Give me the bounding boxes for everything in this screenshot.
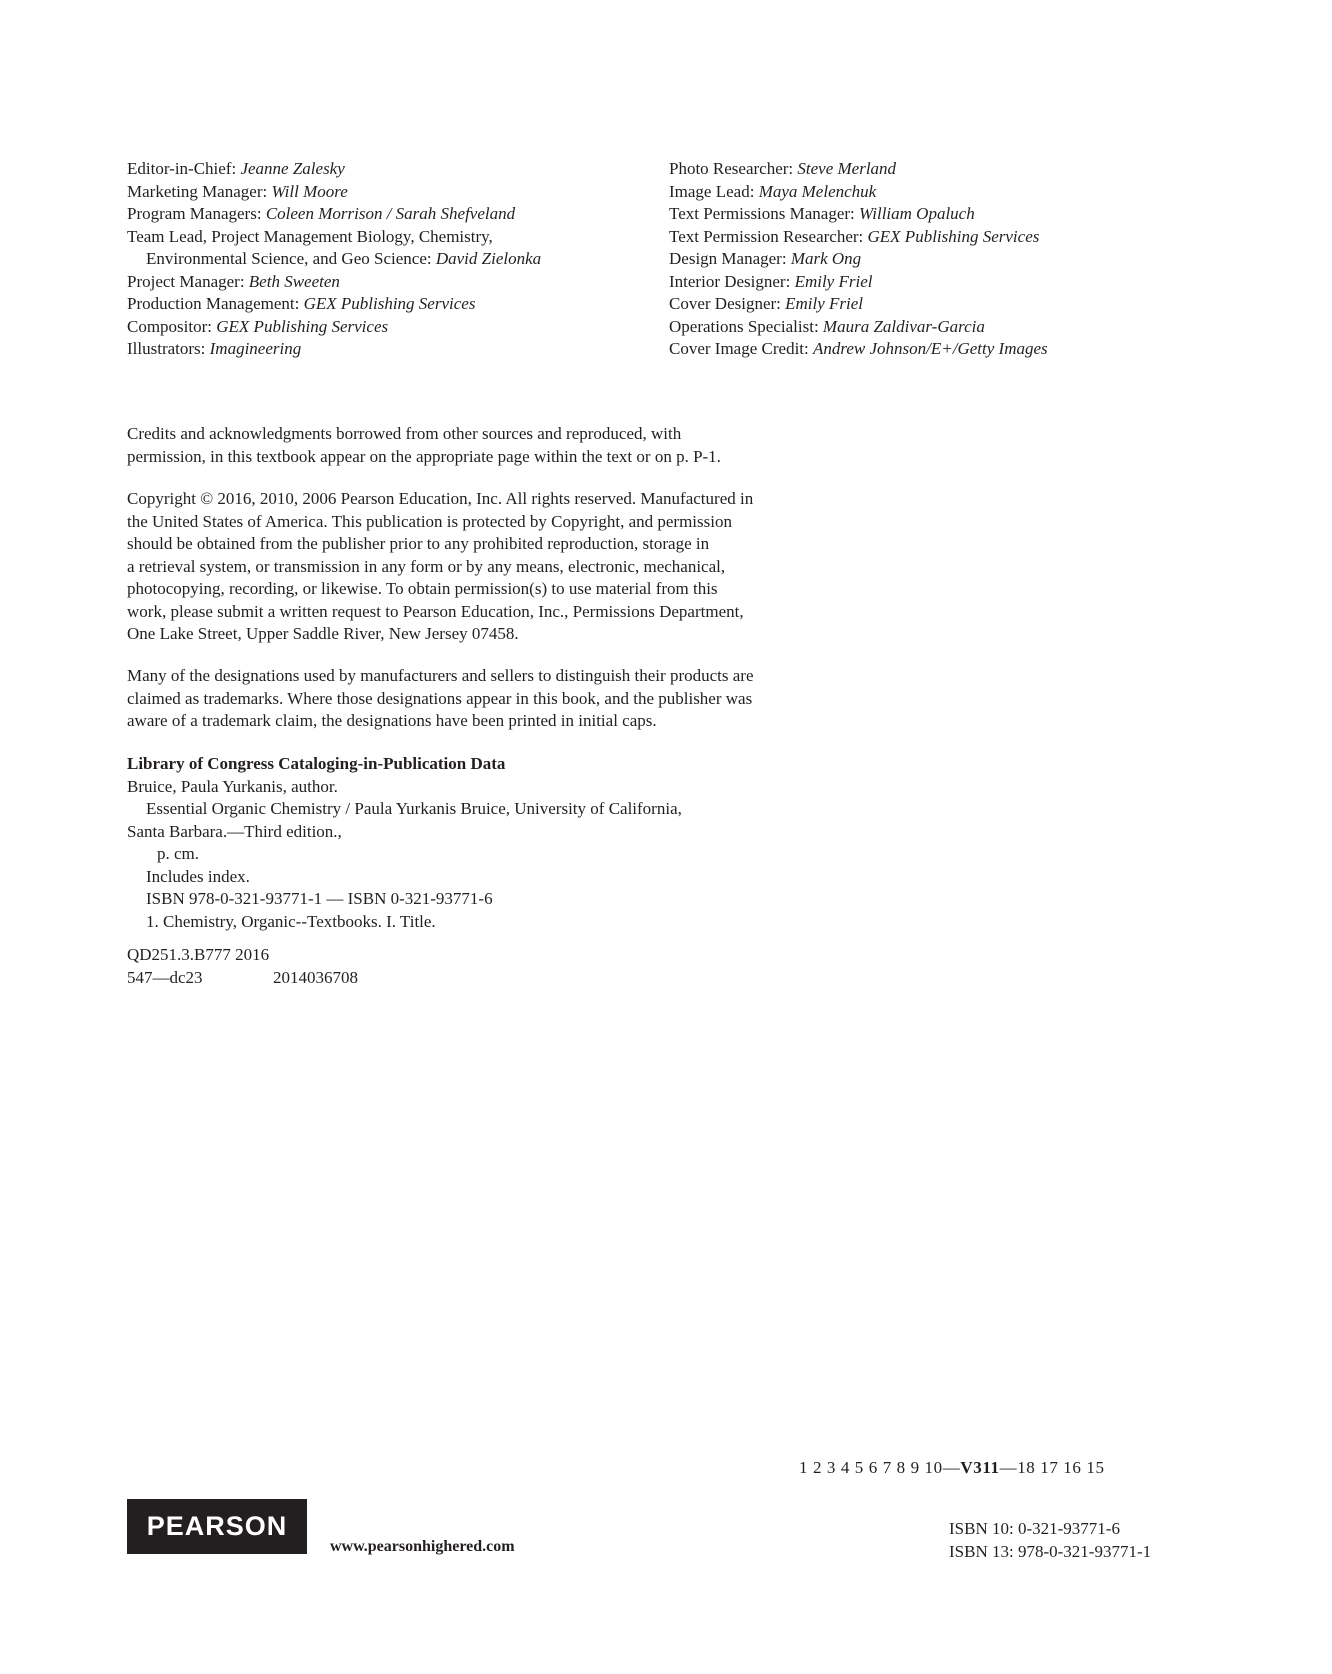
cip-lc-class: QD251.3.B777 2016 [127, 945, 270, 964]
credit-role: Illustrators: [127, 339, 206, 358]
cip-author: Bruice, Paula Yurkanis, author. [127, 776, 338, 796]
print-numbers: 1 2 3 4 5 6 7 8 9 10— [799, 1458, 961, 1477]
cip-title: Essential Organic Chemistry / Paula Yurkanis Bruice, University of California, [146, 799, 682, 818]
cip-title-continued: Santa Barbara.—Third edition., [127, 821, 342, 841]
credit-role: Marketing Manager: [127, 181, 268, 201]
credits-left-column [127, 158, 647, 361]
printing-line [799, 1457, 1105, 1480]
paragraph-line: permission, in this textbook appear on the appropriate page within the text or on p. P-1. [127, 446, 721, 466]
isbn-block [949, 1518, 1151, 1563]
paragraph-line: Many of the designations used by manufacturers and sellers to distinguish their products are [127, 666, 754, 685]
print-code: V311 [960, 1458, 1000, 1477]
paragraph-line: a retrieval system, or transmission in any form or by any means, electronic, mechanical, [127, 556, 726, 576]
credit-role: Program Managers: [127, 204, 262, 223]
credit-role: Team Lead, Project Management Biology, Chemistry, [127, 226, 493, 246]
credit-name: GEX Publishing Services [216, 316, 389, 336]
cip-dewey-line [127, 967, 887, 990]
credit-name: Andrew Johnson/E+/Getty Images [813, 339, 1048, 358]
paragraph-line: Credits and acknowledgments borrowed from other sources and reproduced, with [127, 424, 682, 443]
credit-line [669, 248, 1229, 271]
paragraph-line: Copyright © 2016, 2010, 2006 Pearson Education, Inc. All rights reserved. Manufactured in [127, 489, 754, 508]
credit-name: Emily Friel [785, 294, 864, 313]
publisher-website: www.pearsonhighered.com [330, 1538, 515, 1555]
credit-line [127, 293, 647, 316]
credit-name: Steve Merland [797, 159, 897, 178]
credit-line [127, 316, 647, 339]
credit-role: Photo Researcher: [669, 159, 794, 178]
pearson-logo [127, 1499, 307, 1554]
credit-line [669, 316, 1229, 339]
credit-role: Cover Designer: [669, 294, 781, 313]
credit-role: Text Permission Researcher: [669, 226, 864, 246]
credit-line [669, 226, 1229, 249]
credit-role: Design Manager: [669, 249, 787, 268]
paragraph-line: claimed as trademarks. Where those designations appear in this book, and the publisher was [127, 688, 753, 708]
credit-line [127, 271, 647, 294]
credit-name: Imagineering [209, 339, 302, 358]
credit-line [669, 158, 1229, 181]
credit-line [127, 158, 647, 181]
credit-role: Operations Specialist: [669, 316, 819, 336]
cataloging-in-publication-block [127, 753, 887, 989]
credit-name: Beth Sweeten [248, 271, 340, 291]
paragraph-line: One Lake Street, Upper Saddle River, New Jersey 07458. [127, 624, 519, 643]
cip-index-note: Includes index. [146, 866, 250, 886]
paragraph-line: aware of a trademark claim, the designations have been printed in initial caps. [127, 711, 657, 730]
cip-dewey: 547—dc23 [127, 967, 203, 987]
credit-role: Interior Designer: [669, 271, 791, 291]
isbn-13: ISBN 13: 978-0-321-93771-1 [949, 1541, 1152, 1561]
credit-name: Jeanne Zalesky [240, 159, 345, 178]
credit-line [669, 293, 1229, 316]
cip-lccn: 2014036708 [273, 967, 358, 987]
pearson-logo-text: PEARSON [146, 1511, 288, 1542]
credits-right-column [669, 158, 1229, 361]
credit-role: Editor-in-Chief: [127, 159, 237, 178]
cip-subject: 1. Chemistry, Organic--Textbooks. I. Title. [146, 911, 436, 931]
paragraph-line: work, please submit a written request to Pearson Education, Inc., Permissions Department, [127, 601, 744, 621]
credit-role: Text Permissions Manager: [669, 204, 855, 223]
credit-line [127, 181, 647, 204]
isbn-10: ISBN 10: 0-321-93771-6 [949, 1519, 1120, 1538]
credit-line [669, 181, 1229, 204]
credit-name: Will Moore [271, 181, 348, 201]
credit-name: GEX Publishing Services [867, 226, 1040, 246]
credit-name: Emily Friel [794, 271, 873, 291]
credit-line [127, 248, 647, 271]
credit-line [127, 203, 647, 226]
credit-name: Coleen Morrison / Sarah Shefveland [265, 204, 516, 223]
credit-name: David Zielonka [435, 249, 542, 268]
paragraph-line: photocopying, recording, or likewise. To obtain permission(s) to use material from this [127, 579, 718, 598]
credit-name: Maura Zaldivar-Garcia [822, 316, 985, 336]
cip-isbn: ISBN 978-0-321-93771-1 — ISBN 0-321-93771-6 [146, 889, 493, 908]
credit-role: Cover Image Credit: [669, 339, 809, 358]
credit-name: Mark Ong [790, 249, 862, 268]
cip-pages: p. cm. [157, 844, 200, 863]
credit-line [127, 338, 647, 361]
credit-role: Environmental Science, and Geo Science: [146, 249, 432, 268]
credit-line [669, 203, 1229, 226]
trademarks-paragraph [127, 665, 887, 733]
credit-name: Maya Melenchuk [758, 181, 877, 201]
credit-line [669, 271, 1229, 294]
credit-role: Image Lead: [669, 181, 755, 201]
copyright-paragraph [127, 488, 887, 646]
credit-role: Production Management: [127, 294, 300, 313]
print-years: —18 17 16 15 [999, 1458, 1105, 1477]
credit-name: William Opaluch [859, 204, 975, 223]
paragraph-line: should be obtained from the publisher prior to any prohibited reproduction, storage in [127, 534, 710, 553]
paragraph-line: the United States of America. This publication is protected by Copyright, and permission [127, 511, 732, 531]
credit-line [127, 226, 647, 249]
acknowledgments-paragraph [127, 423, 887, 468]
credit-role: Project Manager: [127, 271, 245, 291]
credit-name: GEX Publishing Services [303, 294, 476, 313]
credit-role: Compositor: [127, 316, 213, 336]
credit-line [669, 338, 1229, 361]
cip-heading: Library of Congress Cataloging-in-Publication Data [127, 754, 506, 773]
